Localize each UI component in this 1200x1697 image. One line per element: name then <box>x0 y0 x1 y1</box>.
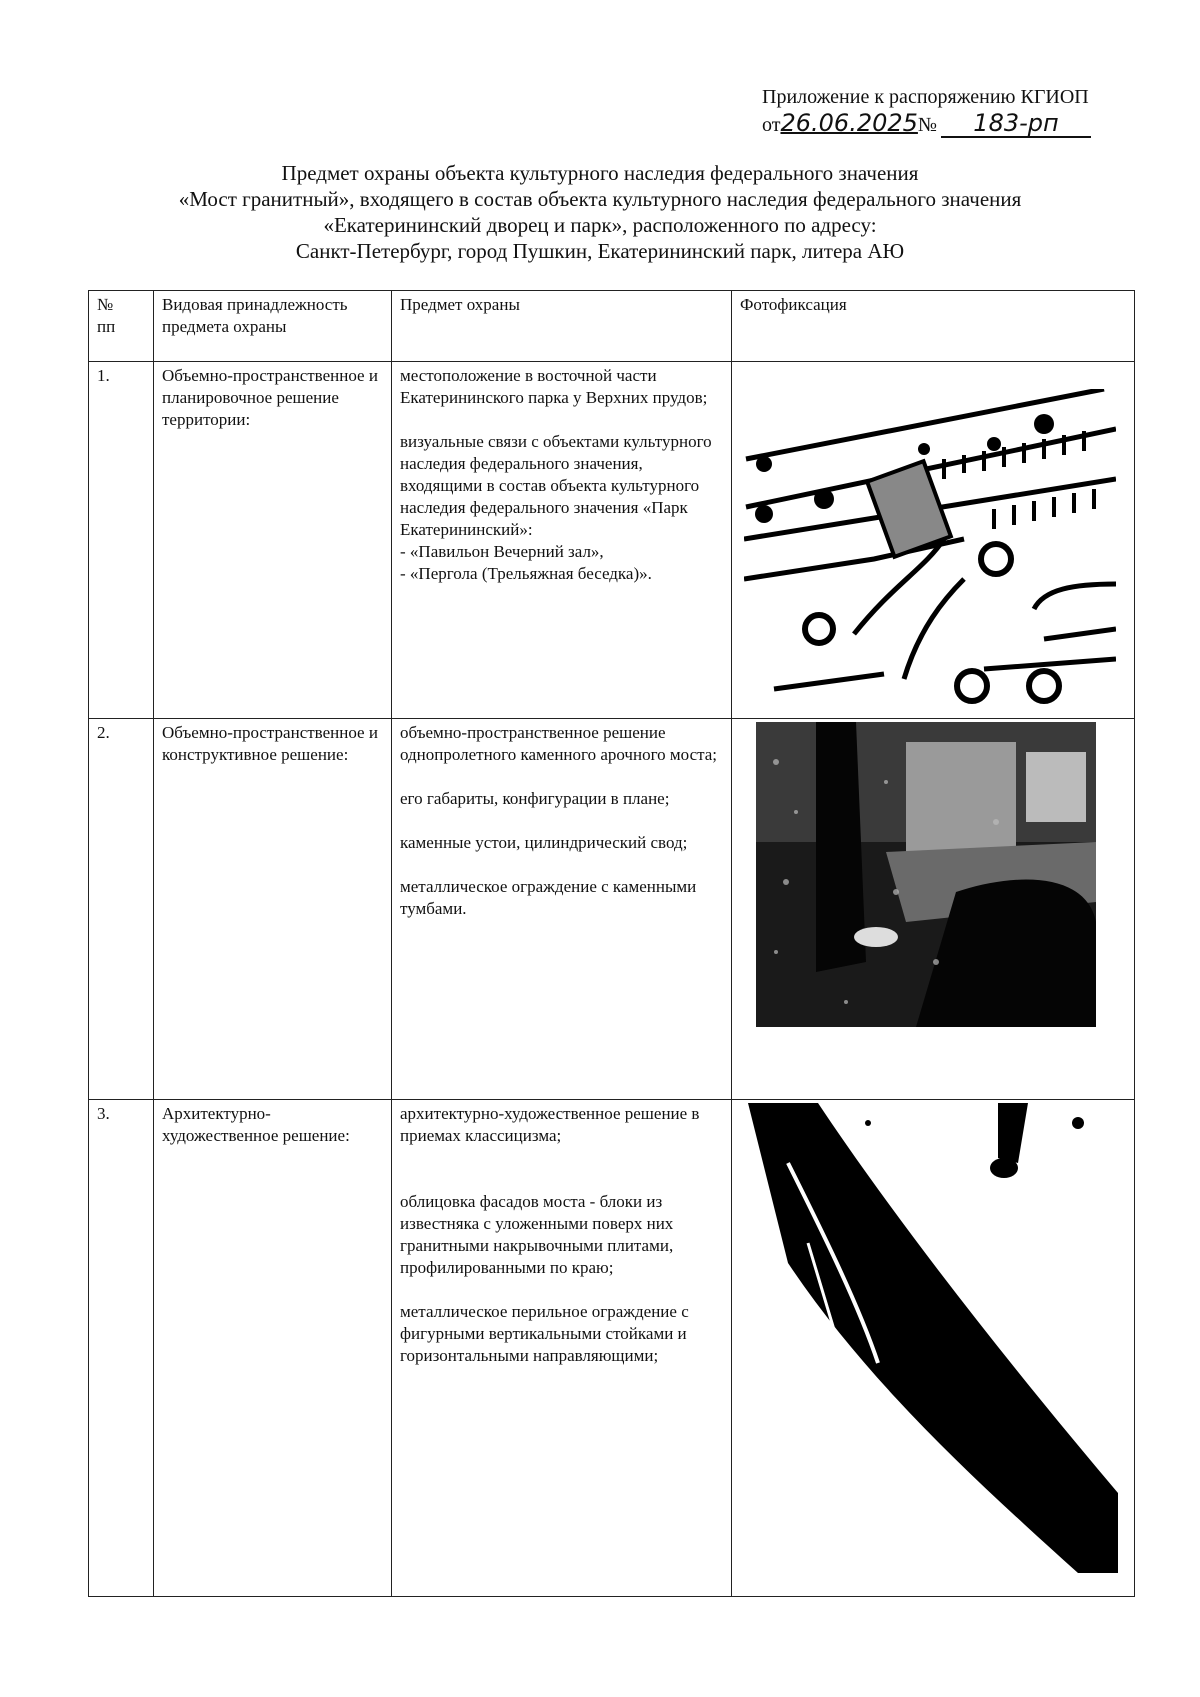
subject-item: архитектурно-художественное решение в приемах классицизма; <box>400 1104 700 1145</box>
row-type: Объемно-пространственное и конструктивное решение: <box>154 719 392 1100</box>
title-line-4: Санкт-Петербург, город Пушкин, Екатерининский парк, литера АЮ <box>295 239 905 263</box>
order-date: 26.06.2025 <box>780 109 918 137</box>
table-header-row <box>89 291 1135 362</box>
subject-item: визуальные связи с объектами культурного наследия федерального значения, входящими в состав объекта культурного наследия федерального значения «Парк Екатерининский»: <box>400 432 712 539</box>
subject-item: металлическое ограждение с каменными тумбами. <box>400 877 697 918</box>
table-row <box>89 1100 1135 1597</box>
row-type: Архитектурно-художественное решение: <box>154 1100 392 1597</box>
subject-item: металлическое перильное ограждение с фигурными вертикальными стойками и горизонтальными направляющими; <box>400 1302 689 1365</box>
from-label: от <box>762 114 781 136</box>
row-photo <box>732 719 1135 1100</box>
header-subject: Предмет охраны <box>392 291 732 362</box>
subject-item: - «Павильон Вечерний зал», <box>400 542 604 561</box>
subject-item: облицовка фасадов моста - блоки из известняка с уложенными поверх них гранитными накрывочными плитами, профилированными по краю; <box>400 1192 674 1277</box>
row-number: 3. <box>89 1100 154 1597</box>
row-subject <box>392 719 732 1100</box>
appendix-header <box>762 84 1152 138</box>
subject-item: - «Пергола (Трельяжная беседка)». <box>400 564 652 583</box>
row-type: Объемно-пространственное и планировочное решение территории: <box>154 362 392 719</box>
table-row <box>89 362 1135 719</box>
document-title <box>80 160 1120 264</box>
appendix-title: Приложение к распоряжению КГИОП <box>762 86 1089 108</box>
subject-item: местоположение в восточной части Екатерининского парка у Верхних прудов; <box>400 366 708 407</box>
header-photo: Фотофиксация <box>732 291 1135 362</box>
bridge-photo <box>756 722 1096 1027</box>
row-photo <box>732 1100 1135 1597</box>
title-line-2: «Мост гранитный», входящего в состав объекта культурного наследия федерального значения <box>178 187 1022 211</box>
table-row <box>89 719 1135 1100</box>
header-num <box>89 291 154 362</box>
row-subject <box>392 362 732 719</box>
title-line-1: Предмет охраны объекта культурного наследия федерального значения <box>281 161 919 185</box>
protection-table <box>88 290 1135 1597</box>
header-num-pp: пп <box>97 317 116 336</box>
order-line <box>762 110 1152 138</box>
subject-item: каменные устои, цилиндрический свод; <box>400 833 688 852</box>
parapet-photo <box>748 1103 1118 1573</box>
number-label: № <box>917 114 937 136</box>
header-num-symbol: № <box>97 295 114 314</box>
row-subject <box>392 1100 732 1597</box>
row-photo <box>732 362 1135 719</box>
header-type: Видовая принадлежность предмета охраны <box>154 291 392 362</box>
site-plan-image <box>744 389 1116 705</box>
title-line-3: «Екатерининский дворец и парк», расположенного по адресу: <box>323 213 877 237</box>
subject-item: объемно-пространственное решение однопролетного каменного арочного моста; <box>400 723 718 764</box>
subject-item: его габариты, конфигурации в плане; <box>400 789 670 808</box>
row-number: 2. <box>89 719 154 1100</box>
row-number: 1. <box>89 362 154 719</box>
order-number: 183-рп <box>941 110 1091 138</box>
